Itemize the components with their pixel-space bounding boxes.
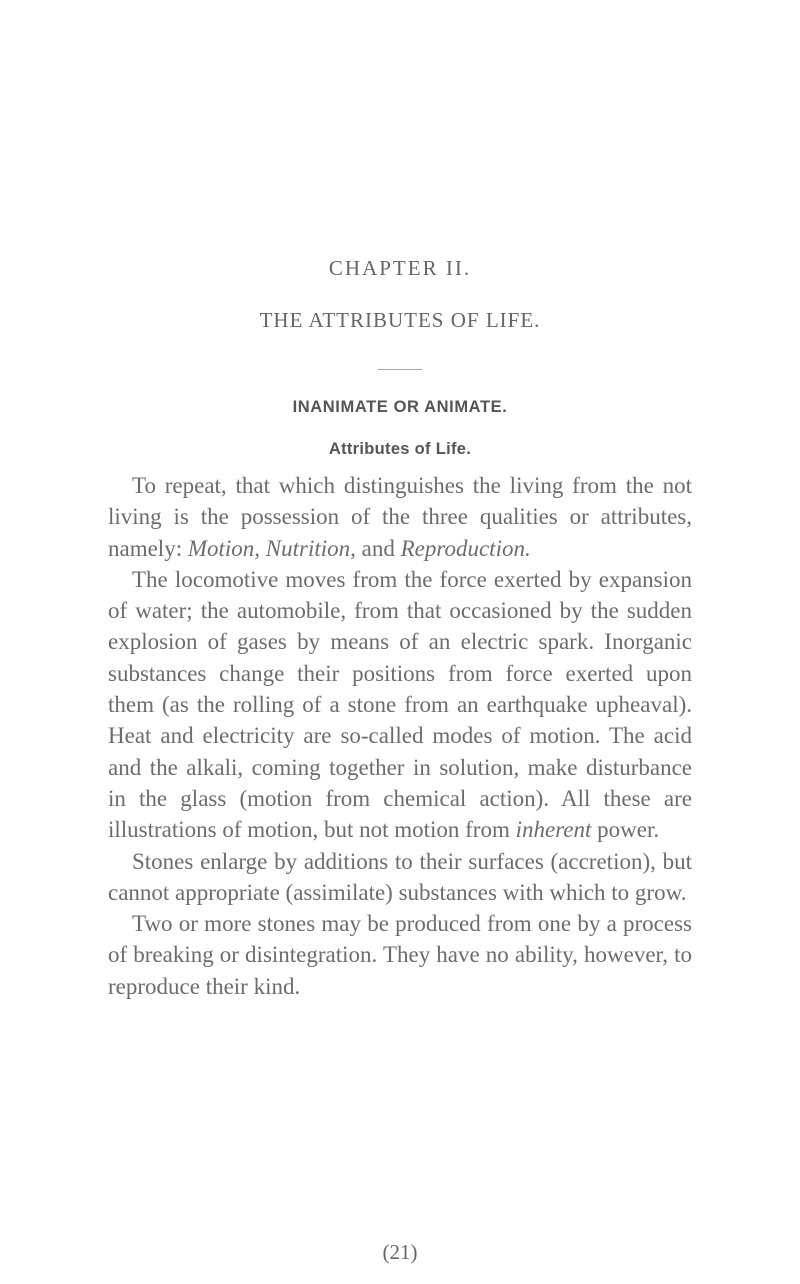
section-subheading: Attributes of Life. bbox=[328, 440, 472, 458]
paragraph-2-ending: power. bbox=[591, 817, 660, 843]
paragraph-2-text: The locomotive moves from the force exerted by expansion of water; the automobile, from that occasioned by the sudden explosion of gases by means of an electric spark. Inorganic substances change their positions from force exerted upon them (as the rolling of a stone from an earthquake upheaval). Heat and electricity are so-called modes of motion. The acid and the alkali, coming together in solution, make disturbance in the glass (motion from chemical action). All these are illustrations of motion, but not motion from bbox=[108, 566, 692, 843]
chapter-title: THE ATTRIBUTES OF LIFE. bbox=[259, 308, 541, 332]
chapter-number: CHAPTER II. bbox=[328, 256, 472, 280]
paragraph-1-emphasis-2: Reproduction. bbox=[400, 535, 531, 561]
paragraph-1-text: To repeat, that which distinguishes the living from the not living is the possession of the three qualities or attributes, namely: bbox=[108, 473, 692, 561]
paragraph-2-emphasis: inherent bbox=[515, 817, 592, 843]
paragraph-1 bbox=[108, 470, 692, 564]
divider-rule bbox=[378, 369, 422, 370]
paragraph-3: Stones enlarge by additions to their surfaces (accretion), but cannot appropriate (assimilate) substances with which to grow. bbox=[108, 848, 692, 905]
page-number: (21) bbox=[382, 1240, 418, 1264]
section-heading: INANIMATE OR ANIMATE. bbox=[292, 398, 508, 416]
paragraph-1-conjunction: and bbox=[355, 535, 401, 561]
paragraph-2 bbox=[108, 564, 692, 846]
paragraph-4: Two or more stones may be produced from one by a process of breaking or disintegration. They have no ability, however, to reproduce their kind. bbox=[108, 911, 692, 999]
body-text bbox=[108, 470, 692, 1002]
paragraph-1-emphasis: Motion, Nutrition, bbox=[187, 535, 356, 561]
